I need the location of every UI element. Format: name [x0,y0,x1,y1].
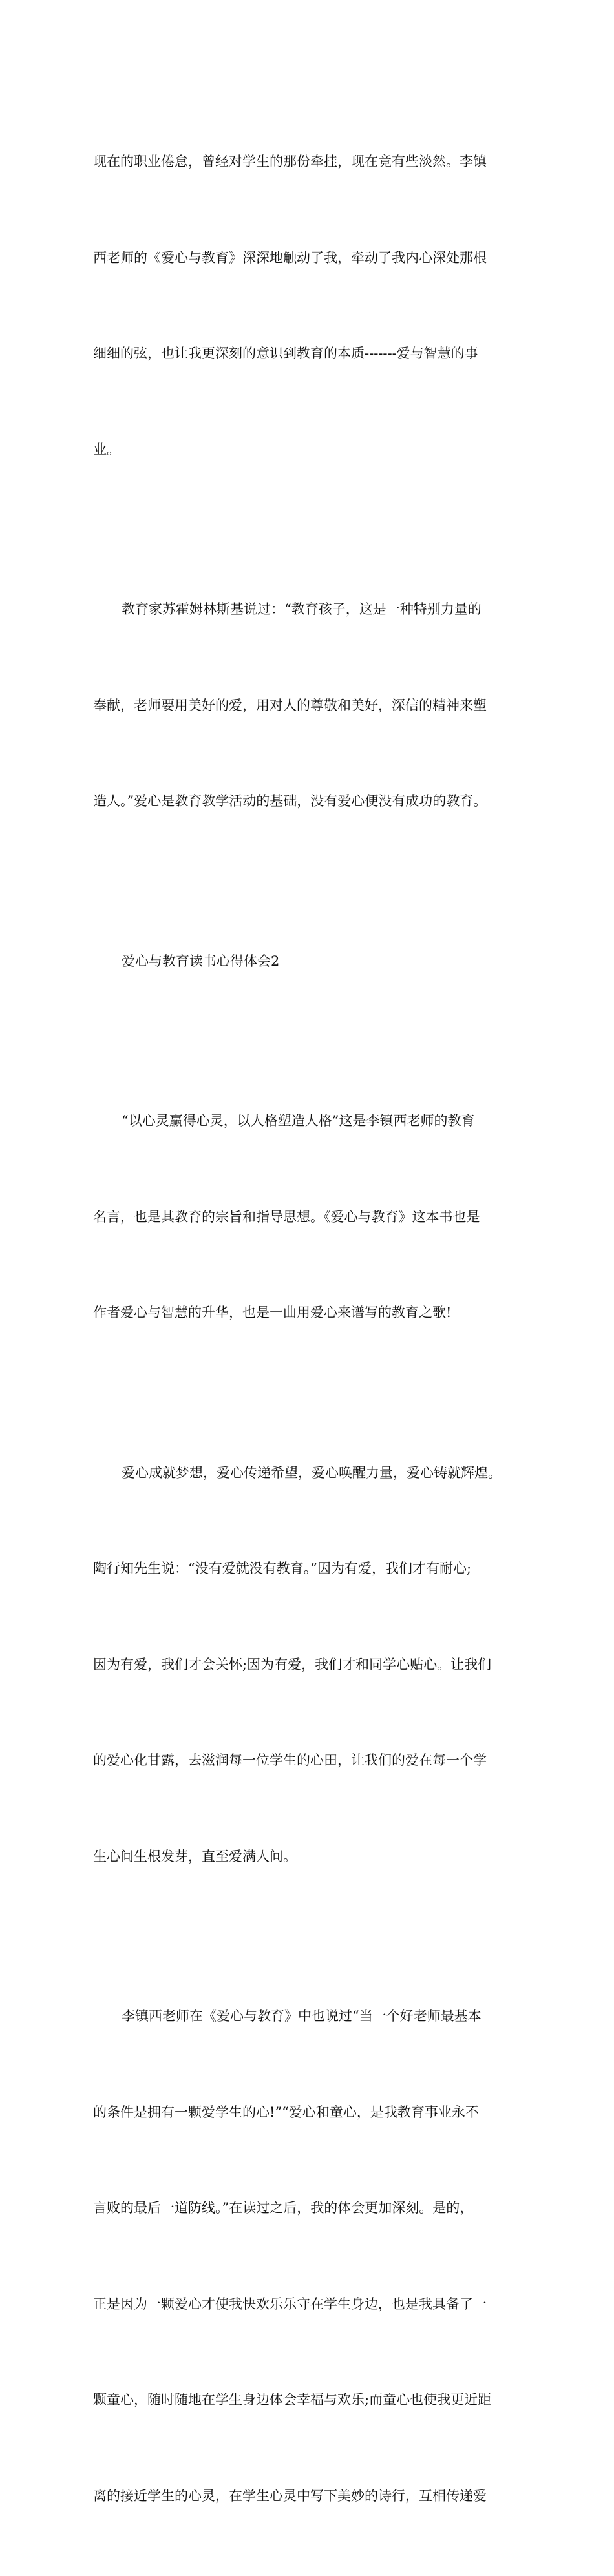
text-line: 业。 [93,441,120,457]
text-line: 奉献，老师要用美好的爱，用对人的尊敬和美好，深信的精神来塑 [93,697,487,713]
section-heading [93,882,530,1042]
paragraph-5 [93,1393,530,1937]
text-line: 教育家苏霍姆林斯基说过：“教育孩子，这是一种特别力量的 [122,601,482,617]
text-line: 造人。”爱心是教育教学活动的基础，没有爱心便没有成功的教育。 [93,793,487,809]
text-line: 言败的最后一道防线。”在读过之后，我的体会更加深刻。是的， [93,2200,474,2216]
paragraph-1 [93,82,530,530]
text-line: 的条件是拥有一颗爱学生的心!”“爱心和童心，是我教育事业永不 [93,2104,479,2120]
document-body [93,82,530,2576]
text-line: 名言，也是其教育的宗旨和指导思想。《爱心与教育》这本书也是 [93,1209,480,1225]
text-line: 作者爱心与智慧的升华，也是一曲用爱心来谱写的教育之歌! [93,1305,452,1320]
paragraph-6 [93,1937,530,2576]
text-line: 爱心成就梦想，爱心传递希望，爱心唤醒力量，爱心铸就辉煌。 [122,1464,502,1480]
text-line: 正是因为一颗爱心才使我快欢乐乐守在学生身边，也是我具备了一 [93,2296,487,2312]
heading-text: 爱心与教育读书心得体会2 [122,953,280,969]
text-line: 李镇西老师在《爱心与教育》中也说过“当一个好老师最基本 [122,2008,482,2024]
text-line: 细细的弦，也让我更深刻的意识到教育的本质-------爱与智慧的事 [93,346,478,361]
paragraph-2 [93,530,530,882]
text-line: 陶行知先生说：“没有爱就没有教育。”因为有爱，我们才有耐心; [93,1561,472,1576]
text-line: 因为有爱，我们才会关怀;因为有爱，我们才和同学心贴心。让我们 [93,1656,492,1672]
text-line: 颗童心，随时随地在学生身边体会幸福与欢乐;而童心也使我更近距 [93,2392,492,2407]
text-line: 的爱心化甘露，去滋润每一位学生的心田，让我们的爱在每一个学 [93,1752,487,1768]
text-line: 生心间生根发芽，直至爱满人间。 [93,1848,297,1864]
text-line: 现在的职业倦怠，曾经对学生的那份牵挂，现在竟有些淡然。李镇 [93,154,487,169]
text-line: 西老师的《爱心与教育》深深地触动了我，牵动了我内心深处那根 [93,249,487,265]
text-line: 离的接近学生的心灵，在学生心灵中写下美妙的诗行，互相传递爱 [93,2488,487,2504]
paragraph-4 [93,1041,530,1393]
text-line: “以心灵赢得心灵，以人格塑造人格”这是李镇西老师的教育 [122,1113,475,1128]
